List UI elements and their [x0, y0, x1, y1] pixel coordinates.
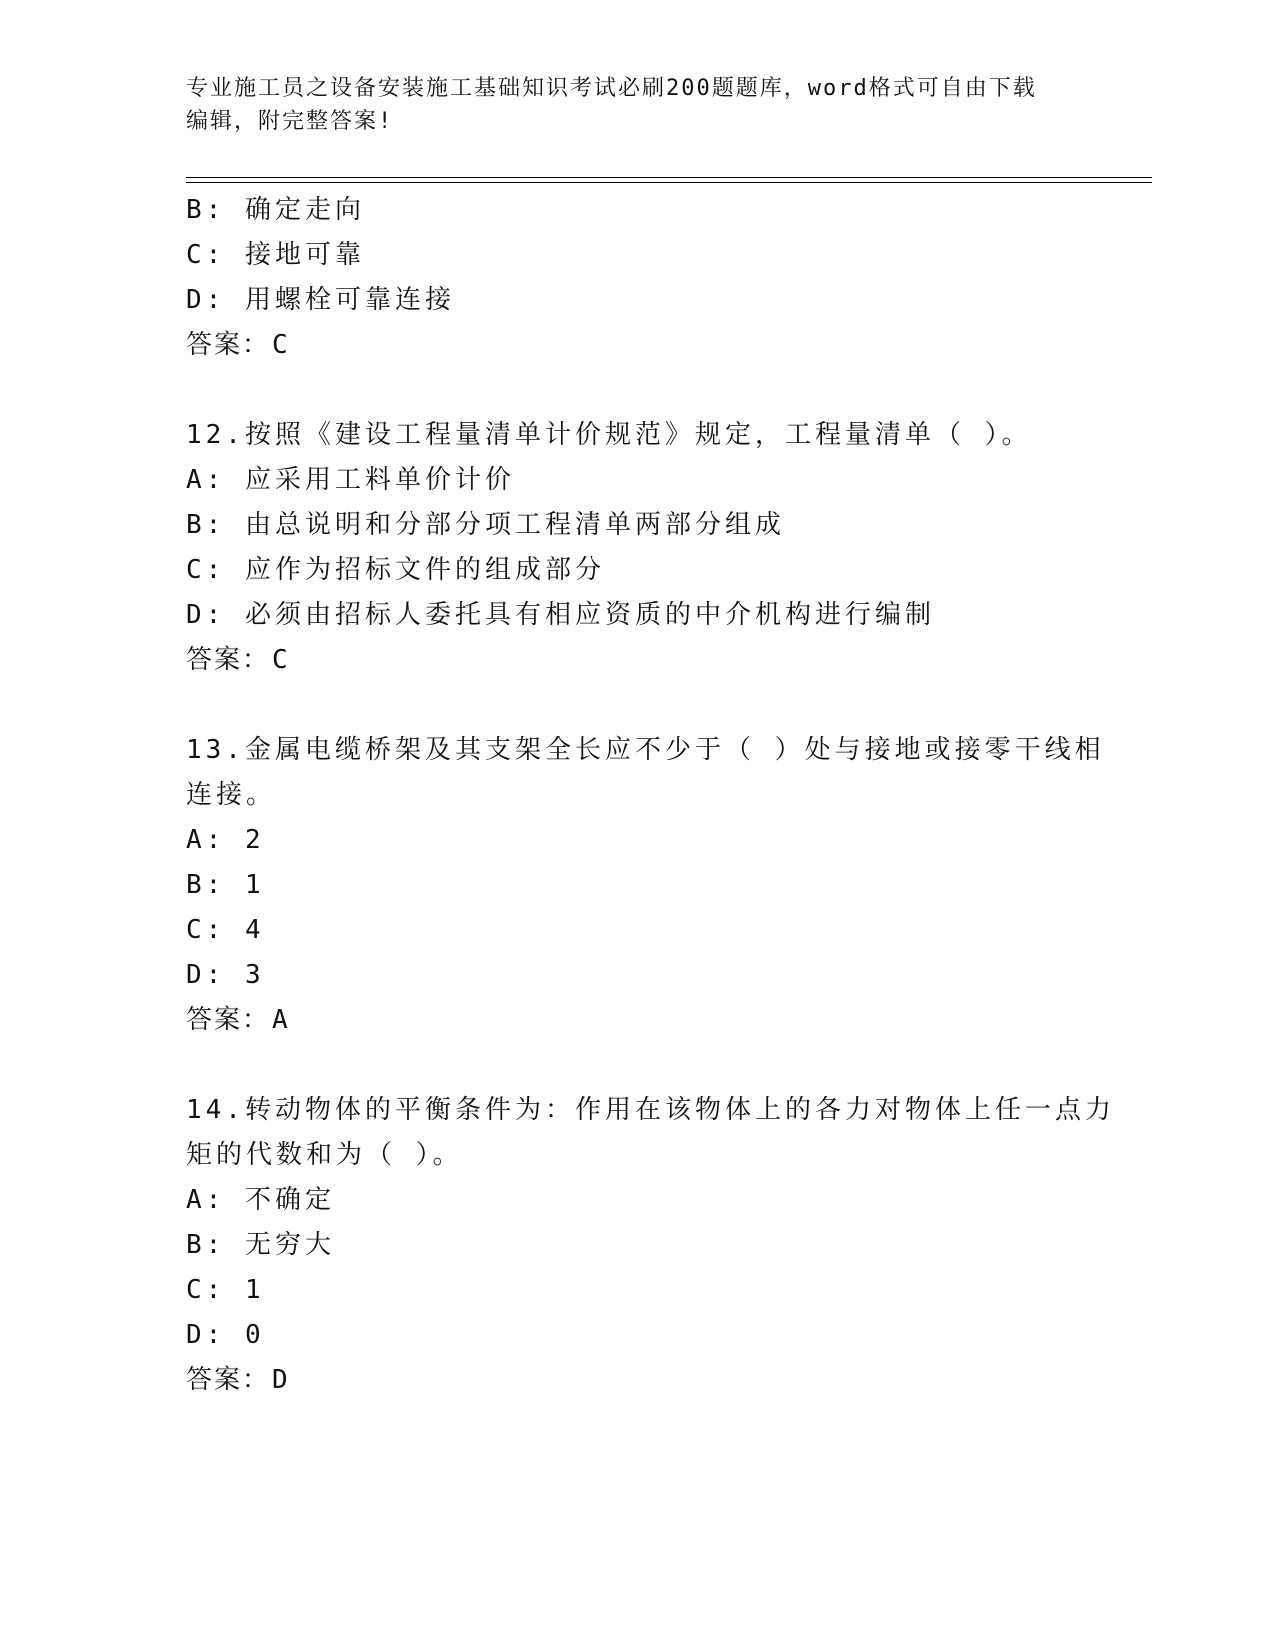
answer-value: C: [272, 330, 290, 360]
answer-value: D: [272, 1365, 290, 1395]
q13-option-c: C: 4: [186, 915, 265, 945]
answer-label: 答案：: [186, 645, 271, 675]
option-c: C: 接地可靠: [186, 240, 365, 270]
q14-option-b: B: 无穷大: [186, 1230, 335, 1260]
q14-option-c: C: 1: [186, 1275, 265, 1305]
q13-answer-line: [186, 1005, 290, 1035]
header-rule-top: [186, 177, 1152, 178]
q14-option-a: A: 不确定: [186, 1185, 335, 1215]
answer-label: 答案：: [186, 330, 271, 360]
q12-option-c: C: 应作为招标文件的组成部分: [186, 555, 605, 585]
q14-option-d: D: 0: [186, 1320, 265, 1350]
q12-option-b: B: 由总说明和分部分项工程清单两部分组成: [186, 510, 785, 540]
q13-option-d: D: 3: [186, 960, 265, 990]
q13-option-b: B: 1: [186, 870, 265, 900]
answer-label: 答案：: [186, 1365, 271, 1395]
q13-option-a: A: 2: [186, 825, 265, 855]
answer-line: [186, 330, 290, 360]
header-title-line1: 专业施工员之设备安装施工基础知识考试必刷200题题库，word格式可自由下载: [186, 76, 1037, 101]
answer-label: 答案：: [186, 1005, 271, 1035]
answer-value: C: [272, 645, 290, 675]
q12-option-d: D: 必须由招标人委托具有相应资质的中介机构进行编制: [186, 600, 935, 630]
question-14-stem-line2: 矩的代数和为（ ）。: [186, 1140, 463, 1170]
question-13-stem-line2: 连接。: [186, 780, 277, 810]
question-14-stem-line1: 14.转动物体的平衡条件为：作用在该物体上的各力对物体上任一点力: [186, 1095, 1115, 1125]
question-12-stem: 12.按照《建设工程量清单计价规范》规定，工程量清单（ ）。: [186, 420, 1032, 450]
q14-answer-line: [186, 1365, 290, 1395]
option-d: D: 用螺栓可靠连接: [186, 285, 455, 315]
header-rule-bottom: [186, 182, 1152, 183]
header-title-line2: 编辑，附完整答案!: [186, 109, 394, 134]
option-b: B: 确定走向: [186, 195, 365, 225]
question-13-stem-line1: 13.金属电缆桥架及其支架全长应不少于（ ）处与接地或接零干线相: [186, 735, 1105, 765]
answer-value: A: [272, 1005, 290, 1035]
q12-answer-line: [186, 645, 290, 675]
q12-option-a: A: 应采用工料单价计价: [186, 465, 515, 495]
document-header: [186, 72, 1066, 138]
